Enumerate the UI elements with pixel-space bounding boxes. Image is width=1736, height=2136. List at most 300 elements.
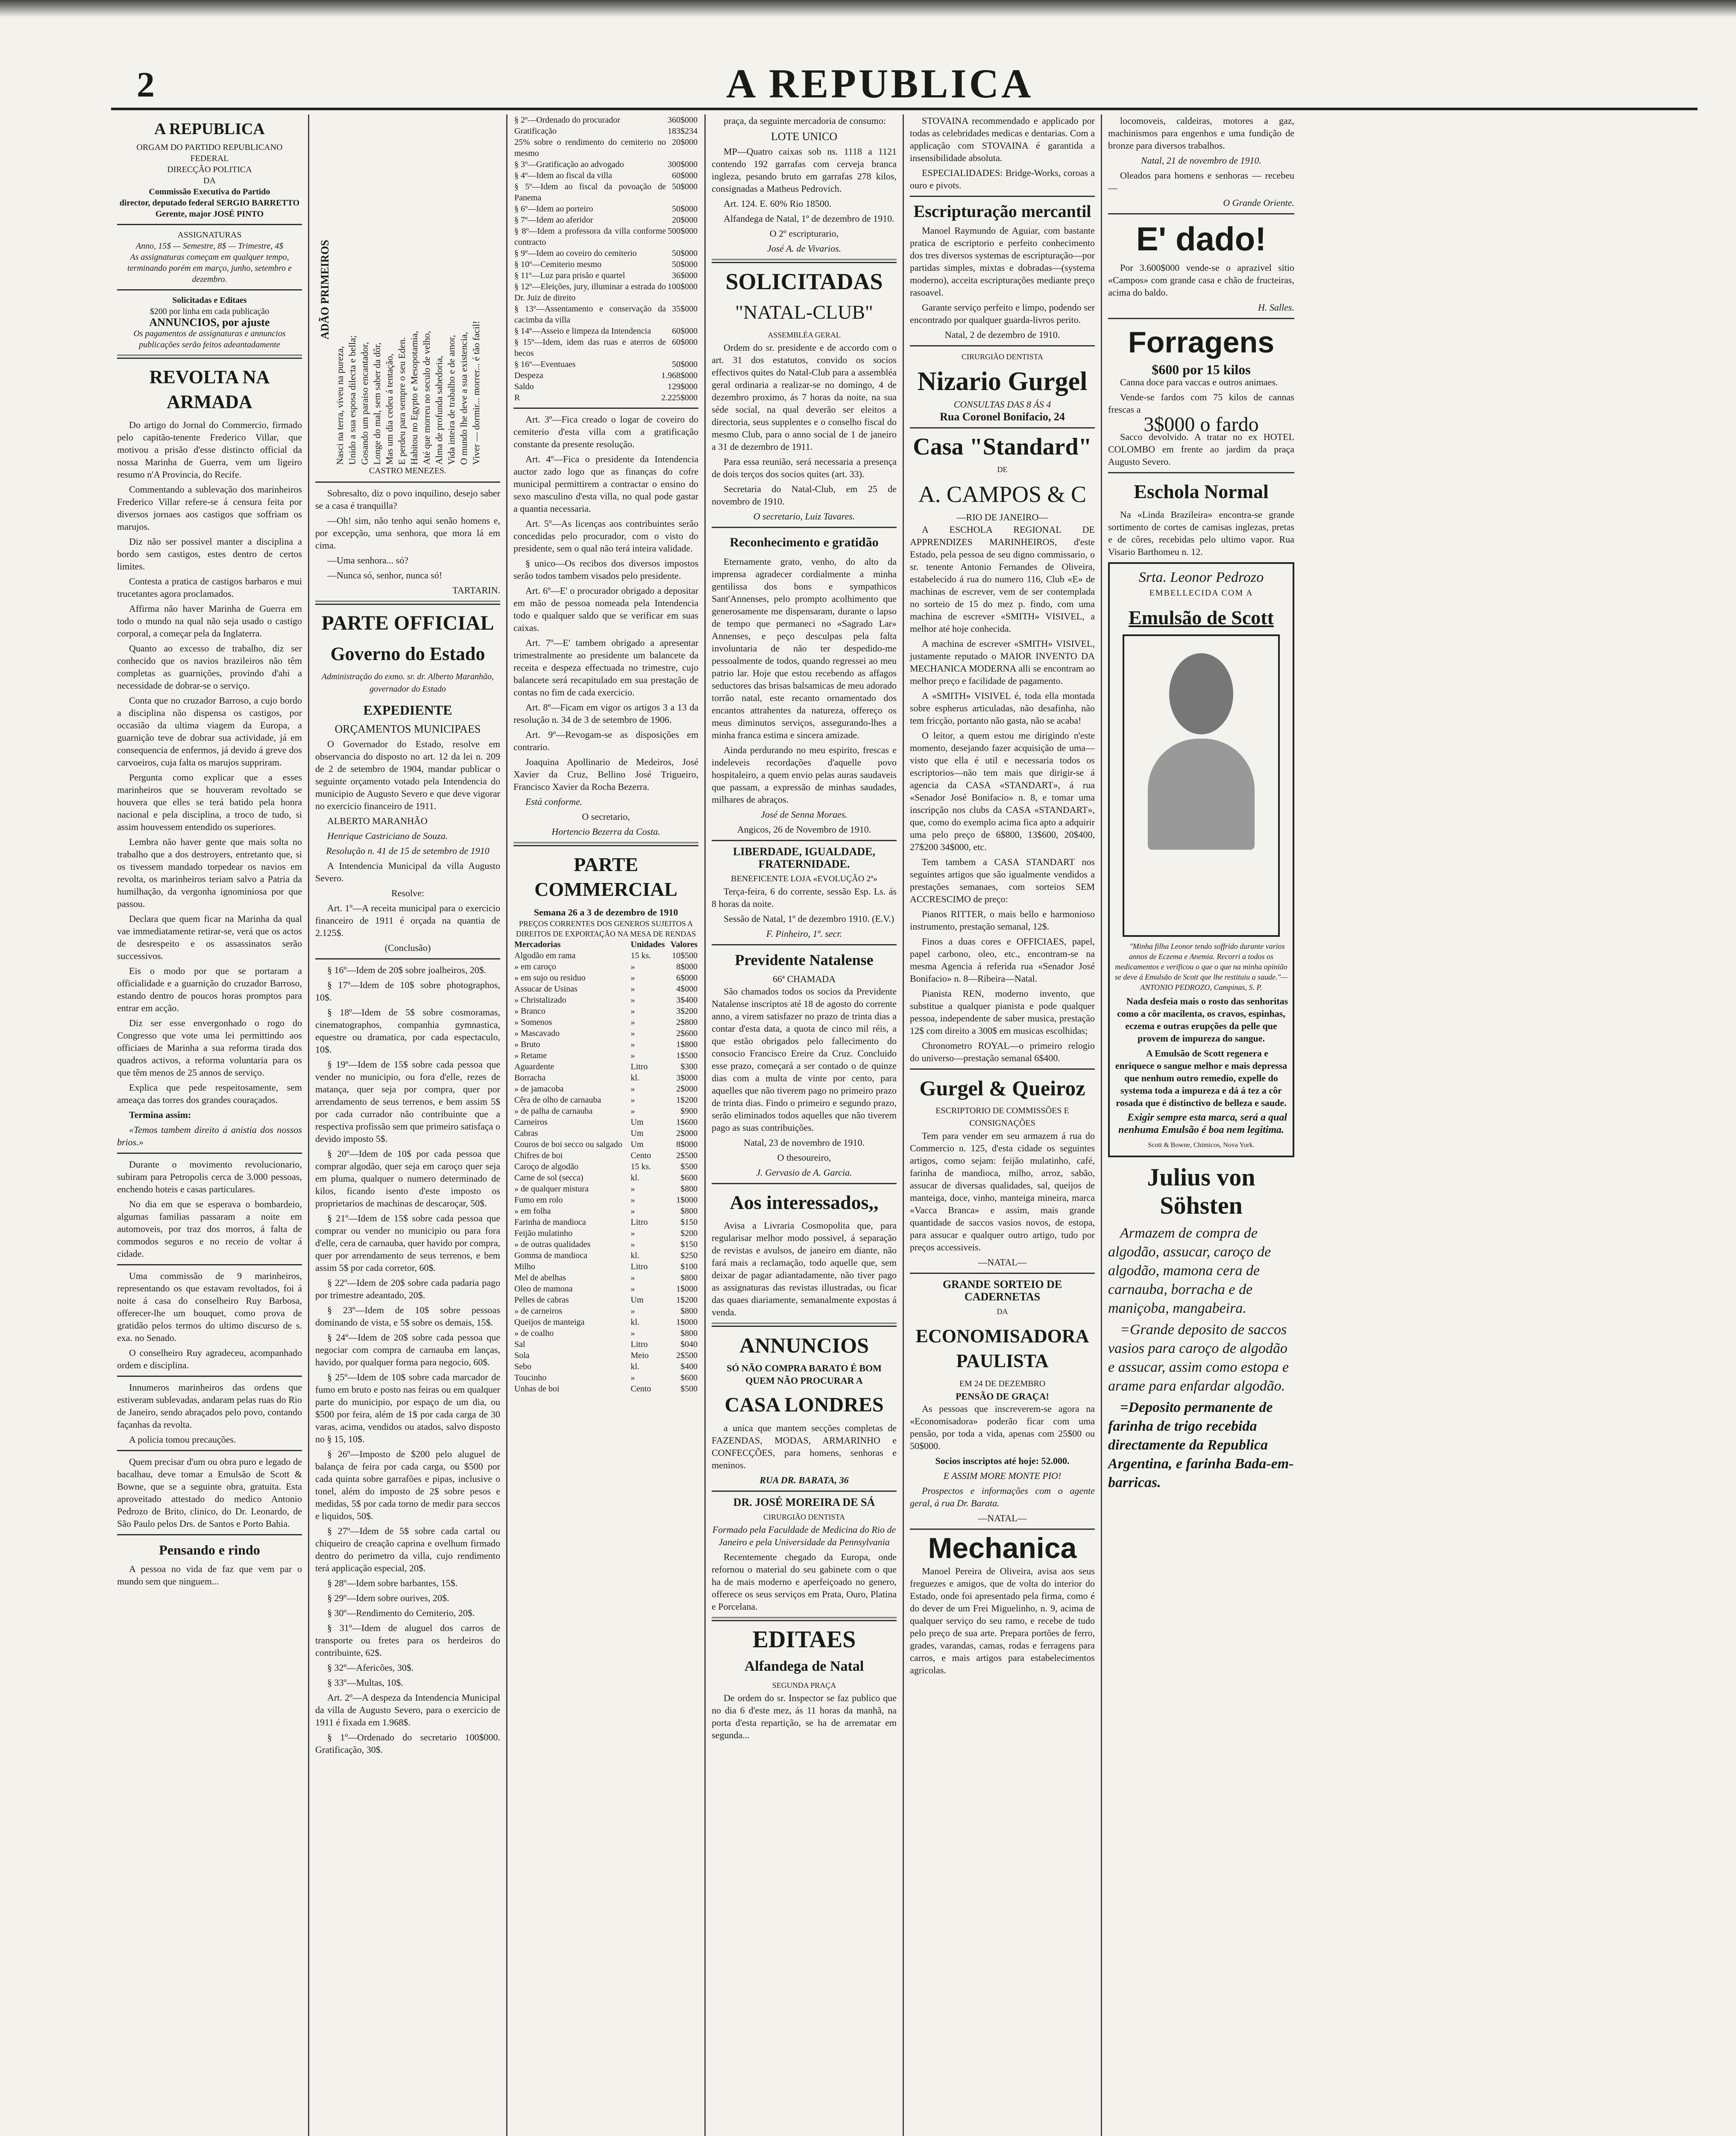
price-item: Oleo de mamona <box>514 1284 573 1294</box>
price-unit: kl. <box>630 1362 639 1371</box>
price-item: Pelles de cabras <box>514 1295 569 1305</box>
price-unit: » <box>630 1329 635 1338</box>
column-2 <box>309 114 507 2136</box>
scan-edge <box>0 0 1736 17</box>
divider <box>315 958 500 959</box>
price-value: 8$000 <box>676 962 698 971</box>
divider <box>910 1529 1095 1530</box>
divider <box>117 289 302 290</box>
rotated-poem-block <box>315 114 500 465</box>
despeza-totals <box>513 370 698 403</box>
price-unit: » <box>630 984 635 994</box>
despeza-value: 50$000 <box>672 182 698 191</box>
despeza-row <box>513 359 698 370</box>
price-unit: kl. <box>630 1173 639 1182</box>
price-row <box>513 1228 698 1239</box>
despeza-label: § 10º—Cemiterio mesmo <box>514 260 601 269</box>
price-row <box>513 1261 698 1272</box>
chamada-line: 66ª CHAMADA <box>772 974 836 984</box>
julius-heading: Julius von Söhsten <box>1147 1163 1255 1219</box>
despeza-label: Gratificação <box>514 126 557 136</box>
price-unit: » <box>630 973 635 983</box>
price-item: » de coalho <box>514 1329 554 1338</box>
divider <box>910 427 1095 428</box>
paragraph: Sessão de Natal, 1º de dezembro 1910. (E.V.) <box>724 913 894 924</box>
price-item: » Somenos <box>514 1018 552 1027</box>
divider <box>712 840 897 841</box>
paragraph: Oleados para homens e senhoras — recebeu— <box>1108 170 1294 193</box>
signature: O secretario, Luiz Tavares. <box>753 511 855 522</box>
despeza-value: 35$000 <box>672 304 698 314</box>
londres-address: RUA DR. BARATA, 36 <box>760 1475 849 1485</box>
paragraph: Armazem de compra de algodão, assucar, caroço de algodão, mamona cera de carnauba, borracha e de maniçoba, mangabeira. <box>1108 1225 1271 1316</box>
price-item: Sebo <box>514 1362 531 1371</box>
poem-line: Longe do mal, sem saber da dôr, <box>372 342 382 465</box>
divider <box>910 1273 1095 1274</box>
paragraph: Tem para vender em seu armazem á rua do Commercio n. 125, d'esta cidade os seguintes artigos, como sejam: feijão mulatinho, café, farinha de mandioca, milho, arroz, sabão, assucar de diversas qualidades, sal, queijos de manteiga, doce, vinho, manteiga mineira, marca «Vacca Branca» e assim, mais grande quantidade de saccos vasios novos, de estopa, para assucar e qualquer outro artigo, tudo por preços accessiveis. <box>910 1130 1095 1253</box>
paragraph: Resolve: <box>391 888 424 898</box>
poem-line: Unido a sua esposa dilecta e bella; <box>347 335 358 465</box>
price-row <box>513 1239 698 1250</box>
divider <box>712 944 897 945</box>
paragraph: Termina assim: <box>129 1109 191 1120</box>
divider <box>910 345 1095 346</box>
paragraph: Para essa reunião, será necessaria a presença de dois terços dos socios quites (art. 33). <box>712 456 897 479</box>
price-row <box>513 1172 698 1183</box>
price-unit: » <box>630 1240 635 1249</box>
divider <box>117 224 302 225</box>
price-row <box>513 1150 698 1161</box>
signature: Hortencio Bezerra da Costa. <box>551 826 660 837</box>
despeza-label: § 16º—Eventuaes <box>514 360 576 369</box>
paragraph: O conselheiro Ruy agradeceu, acompanhado ordem e disciplina. <box>117 1347 302 1370</box>
poem-line: Nasci na terra, viveu na pureza, <box>334 346 345 465</box>
signature: H. Salles. <box>1258 302 1294 313</box>
price-item: » em sujo ou residuo <box>514 973 586 983</box>
previdente-heading: Previdente Natalense <box>735 951 874 968</box>
paragraph: Ordem do sr. presidente e de accordo com o art. 31 dos estatutos, convido os socios effectivos quites do Natal-Club para a assembléa geral ordinaria a realizar-se no domingo, 4 de dezembro proximo, ás 7 horas da noite, na sua séde social, na qual deverão ser eleitos a directoria, seus supplentes e o conselho fiscal do mesmo Club, para o anno social de 1 de janeiro a 31 de dezembro de 1911. <box>712 342 897 452</box>
price-value: $800 <box>680 1206 698 1216</box>
despeza-value: 50$000 <box>672 260 698 269</box>
paragraph: O leitor, a quem estou me dirigindo n'este momento, desejando fazer acquisição de uma—visto que ella é util e necessaria todos os escriptorios—não tem mais que dirigir-se á agencia da CASA «STANDART», á rua «Senador José Bonifacio» n. 8, e tomar uma inscripção nos clubs da CASA «STANDART», que, como do exemplo acima fica apto a adquirir uma pelo preço de 6$800, 13$600, 20$400, 27$200 34$000, etc. <box>910 730 1095 852</box>
paragraph: Art. 8º—Ficam em vigor os artigos 3 a 13 da resolução n. 34 de 3 de setembro de 1906. <box>513 702 698 725</box>
price-unit: » <box>630 1084 635 1094</box>
price-value: 2$800 <box>676 1018 698 1027</box>
price-value: 1$000 <box>676 1195 698 1205</box>
campos-heading: A. CAMPOS & C <box>918 481 1087 507</box>
price-value: 1$800 <box>676 1040 698 1049</box>
divider <box>712 1617 897 1621</box>
price-unit: kl. <box>630 1317 639 1327</box>
price-item: Toucinho <box>514 1373 547 1382</box>
embellecida-line: EMBELLECIDA COM A <box>1149 588 1253 598</box>
paragraph: A pessoa no vida de faz que vem par o mundo sem que ninguem... <box>117 1564 302 1587</box>
paragraph: A «SMITH» VISIVEL é, toda ella montada sobre espherus articuladas, não desafinha, não tem fricção, portanto não gasta, não se acaba! <box>910 690 1095 726</box>
forragens-price: $600 por 15 kilos <box>1152 362 1251 377</box>
masthead-line: DA <box>203 176 216 185</box>
paragraph: O Governador do Estado, resolve em observancia do disposto no art. 12 da lei n. 209 de 2 de setembro de 1904, mandar publicar o seguinte orçamento votado pela Intendencia do municipio de Augusto Severo e que deve vigorar no exercicio financeiro de 1911. <box>315 739 500 811</box>
paragraph: Diz não ser possivel manter a disciplina a bordo sem castigos, estes dentro de certos limites. <box>117 536 302 572</box>
price-unit: kl. <box>630 1073 639 1083</box>
despeza-label: § 14º—Asseio e limpeza da Intendencia <box>514 326 651 336</box>
price-item: » Branco <box>514 1006 545 1016</box>
price-value: $500 <box>680 1384 698 1394</box>
price-item: Cêra de olho de carnauba <box>514 1095 601 1105</box>
price-unit: Um <box>630 1295 644 1305</box>
paragraph: Recentemente chegado da Europa, onde refornou o material do seu gabinete com o que ha de mais moderno e aperfeiçoado no genero, offerece os seus serviços em Prata, Ouro, Platina e Porcelana. <box>712 1552 897 1612</box>
price-unit: Meio <box>630 1351 649 1360</box>
paragraph: Lembra não haver gente que mais solta no trabalho que a dos destroyers, entretanto que, si os tivessem mandado torpedear os navios em revolta, os marinheiros teriam salvo a Patria da humilhação, da vergonha ignominiosa por que passou. <box>117 836 302 909</box>
paragraph: locomoveis, caldeiras, motores a gaz, machinismos para engenhos e uma fundição de bronze para diversos trabalhos. <box>1108 115 1294 151</box>
column-4 <box>706 114 904 2136</box>
divider <box>1108 472 1294 473</box>
budget-item: § 26º—Imposto de $200 pelo aluguel de balança de feira por cada carga, ou $500 por cada quinta sobre garrafões e pipas, inclusive o tonel, além do imposto de 2$ sobre pesos e medidas, 5$ por cada torno de medir para seccos e liquidos, 50$. <box>315 1449 500 1521</box>
paragraph: Art. 124. E. 60% Rio 18500. <box>724 198 832 209</box>
portrait-image <box>1123 634 1280 937</box>
budget-item: § 29º—Idem sobre ourives, 20$. <box>327 1593 449 1603</box>
despeza-value: 60$000 <box>672 337 698 347</box>
paragraph: Manoel Raymundo de Aguiar, com bastante pratica de escriptorio e perfeito conhecimento dos tres diversos systemas de escripturação—por partidas simples, mixtas e dobradas—(systema moderno), acceita escripturações mediante preço rasoavel. <box>910 225 1095 298</box>
despeza-value: 500$000 <box>668 226 698 236</box>
despeza-label: § 9º—Idem ao coveiro do cemiterio <box>514 249 637 258</box>
price-unit: » <box>630 1273 635 1282</box>
paragraph: O secretario, <box>582 811 630 822</box>
price-item: » Bruto <box>514 1040 540 1049</box>
despeza-row <box>513 226 698 248</box>
price-item: Fumo em rolo <box>514 1195 563 1205</box>
price-value: 2$500 <box>676 1351 698 1360</box>
divider <box>712 1491 897 1492</box>
paragraph: Art. 5º—As licenças aos contribuintes serão concedidas pelo procurador, com o visto do presidente, sem o qual não terá inteira validade. <box>513 518 698 554</box>
revolta-heading: REVOLTA NA ARMADA <box>149 367 270 412</box>
orcamentos-heading: ORÇAMENTOS MUNICIPAES <box>334 723 481 735</box>
escola-heading: Eschola Normal <box>1134 481 1269 502</box>
divider <box>117 355 302 359</box>
poem-line: Gosando um paraiso encantador, <box>359 342 370 465</box>
price-row <box>513 1072 698 1083</box>
rua-line: Rua Coronel Bonifacio, 24 <box>940 411 1065 423</box>
signature: F. Pinheiro, 1º. secr. <box>766 928 842 939</box>
pensao-line: PENSÃO DE GRAÇA! <box>956 1391 1049 1402</box>
paragraph: De ordem do sr. Inspector se faz publico que no dia 6 d'este mez, ás 11 horas da manhã, na porta d'esta repartição, se ha de arrematar em segunda... <box>712 1693 897 1740</box>
paragraph: Sacco devolvido. A tratar no ex HOTEL COLOMBO em frente ao jardim da praça Augusto Severo. <box>1108 431 1294 467</box>
signature: TARTARIN. <box>452 585 500 596</box>
paragraph: Angicos, 26 de Novembro de 1910. <box>737 824 871 835</box>
price-item: » de palha de carnauba <box>514 1106 593 1116</box>
governo-heading: Governo do Estado <box>330 643 485 664</box>
price-item: Cabras <box>514 1129 538 1138</box>
casa-londres-heading: CASA LONDRES <box>724 1394 884 1416</box>
poem-title: ADÃO PRIMEIROS <box>319 240 331 340</box>
escripturacao-heading: Escripturação mercantil <box>913 202 1091 221</box>
annuncios-note: Os pagamentos de assignaturas e annuncios publicações serão feitos adeantadamente <box>133 329 286 349</box>
signature: ALBERTO MARANHÃO <box>327 816 428 826</box>
budget-item: § 16º—Idem de 20$ sobre joalheiros, 20$. <box>327 965 487 975</box>
paragraph: Conta que no cruzador Barroso, a cujo bordo a disciplina não dispensa os castigos, por occasião da ultima viagem da Europa, a guarnição teve de dobrar sua actividade, já em consequencia de enfermos, já devido á greve dos carvoeiros, cuja falta os marujos suppriram. <box>117 695 302 768</box>
paragraph: Quem precisar d'um ou obra puro e legado de bacalhau, deve tomar a Emulsão de Scott & Bowne, que se a seguinte obra, gratuita. Esta aproveitado attestado do medico Antonio Pedrozo de Brito, clinico, do Dr. Leonardo, de São Paulo pelos Drs. de Santos e Porto Bahia. <box>117 1456 302 1529</box>
solicitadas-heading: Solicitadas e Editaes <box>172 296 247 305</box>
price-row <box>513 1128 698 1139</box>
price-table <box>513 939 698 1394</box>
price-row <box>513 1194 698 1206</box>
price-unit: 15 ks. <box>630 951 651 960</box>
paragraph: Diz ser esse envergonhado o rogo do Congresso que vote uma lei permittindo aos officiaes de Marinha a sua reforma tirada dos quadros activos, a reforma voluntaria para os que têm menos de 25 annos de serviço. <box>117 1018 302 1078</box>
poem-line: Viver — dormir... morrer... é tão facil! <box>471 320 481 465</box>
price-unit: Cento <box>630 1151 651 1160</box>
paragraph: Ainda perdurando no meu espirito, frescas e indeleveis recordações d'aquelle povo hospitaleiro, a quem envio pelas auras saudaveis que passam, a expressão de minhas saudades, milhares de abraços. <box>712 745 897 805</box>
annuncios-heading: ANNUNCIOS <box>739 1333 869 1357</box>
paragraph: praça, da seguinte mercadoria de consumo: <box>724 115 886 126</box>
price-unit: » <box>630 1373 635 1382</box>
pensando-heading: Pensando e rindo <box>159 1542 260 1558</box>
rotated-poem <box>315 114 482 465</box>
budget-item: § 17º—Idem de 10$ sobre photographos, 10$. <box>315 980 500 1003</box>
budget-item: § 21º—Idem de 15$ sobre cada pessoa que comprar ou vender no municipio ou para fora d'elle, cera de carnauba, quer havido por compra, quer por arrendamento de seus terrenos, e bem assim 5$ por cada corretor, 60$. <box>315 1213 500 1273</box>
price-item: Caroço de algodão <box>514 1162 578 1171</box>
price-row <box>513 1383 698 1394</box>
paragraph: Está conforme. <box>525 796 583 807</box>
paragraph: Por 3.600$000 vende-se o aprazivel sitio «Campos» com grande casa e chão de fructeiras, acima do baldo. <box>1108 262 1294 298</box>
paragraph: E ASSIM MORE MONTE PIO! <box>943 1470 1062 1481</box>
despeza-label: § 11º—Luz para prisão e quartel <box>514 271 625 280</box>
scott-line: Scott & Bowne, Chimicos, Nova York. <box>1148 1141 1255 1149</box>
natal-club-heading: "NATAL-CLUB" <box>735 301 873 323</box>
despeza-label: § 6º—Idem ao porteiro <box>514 204 593 214</box>
price-unit: Litro <box>630 1340 648 1349</box>
price-row <box>513 1328 698 1339</box>
column-header: Mercadorias <box>514 940 561 949</box>
consultas-line: CONSULTAS DAS 8 ÁS 4 <box>953 399 1051 410</box>
paragraph: MP—Quatro caixas sob ns. 1118 a 1121 contendo 192 garrafas com cerveja branca ingleza, pesando bruto em garrafas 278 kilos, consignadas a Matheus Pedrovich. <box>712 146 897 194</box>
column-1 <box>111 114 309 2136</box>
price-value: 1$200 <box>676 1095 698 1105</box>
paragraph: Art. 9º—Revogam-se as disposições em contrario. <box>513 729 698 752</box>
expediente-heading: EXPEDIENTE <box>363 702 452 718</box>
price-item: Aguardente <box>514 1062 554 1071</box>
price-unit: » <box>630 1051 635 1060</box>
despeza-value: 60$000 <box>672 326 698 336</box>
assembleia-line: ASSEMBLÉA GERAL <box>768 331 841 339</box>
price-value: 3$400 <box>676 995 698 1005</box>
price-row <box>513 1050 698 1061</box>
paragraph: São chamados todos os socios da Previdente Natalense inscriptos até 18 de agosto do corrente anno, a virem satisfazer no prazo de trinta dias a contar d'esta data, a quota de cinco mil réis, a que estão obrigados pelo fallecimento do consocio Francisco Ereire da Cruz. Concluido esse prazo, começará a ser contado o de quinze dias com a multa de vinte por cento, para aquelles que não tiverem pago no primeiro prazo de trinta dias. Findo o primeiro e segundo prazo, serão eliminados todos aquelles que não tiverem pago as suas contribuições. <box>712 986 897 1133</box>
price-value: $100 <box>680 1262 698 1271</box>
divider <box>712 1183 897 1184</box>
divider <box>910 1068 1095 1070</box>
forragens-heading: Forragens <box>1128 326 1275 359</box>
price-unit: » <box>630 1106 635 1116</box>
gurgel-sub: ESCRIPTORIO DE COMMISSÕES E CONSIGNAÇÕES <box>935 1106 1069 1128</box>
despeza-value: 360$000 <box>668 115 698 125</box>
divider <box>513 842 698 846</box>
paragraph: =Grande deposito de saccos vasios para caroço de algodão e assucar, assim como estopa e arame para enfardar algodão. <box>1108 1322 1289 1394</box>
emulsao-ad <box>1108 562 1294 1157</box>
despeza-value: 50$000 <box>672 360 698 369</box>
price-row <box>513 1106 698 1117</box>
grande-heading: GRANDE SORTEIO DE CADERNETAS <box>942 1278 1062 1303</box>
despeza-row <box>513 137 698 159</box>
price-unit: kl. <box>630 1251 639 1260</box>
budget-item: § 24º—Idem de 20$ sobre cada pessoa que negociar com compra de carnauba em lanças, havido, por qualquer forma para negocio, 60$. <box>315 1332 500 1367</box>
paragraph: Pergunta como explicar que a esses marinheiros que se houveram revoltado se houvera que elles se terá batido pela honra nacional e pela disciplina, a troco de tudo, si assim houvessem entendido os superiores. <box>117 772 302 832</box>
despeza-row <box>513 248 698 259</box>
budget-item: § 27º—Idem de 5$ sobre cada cartal ou chiqueiro de creação caprina e ovelhum firmado dentro do perimetro da villa, cujo rendimento terá applicação especial, 20$. <box>315 1526 500 1573</box>
masthead-line: director, deputado federal SERGIO BARRETTO <box>119 198 300 208</box>
masthead-line: Commissão Executiva do Partido <box>149 187 270 197</box>
paragraph: Joaquina Apollinario de Medeiros, José Xavier da Cruz, Bellino José Trigueiro, Francisco Xavier da Rocha Bezerra. <box>513 757 698 792</box>
price-value: $200 <box>680 1229 698 1238</box>
price-value: $800 <box>680 1273 698 1282</box>
paragraph: § unico—Os recibos dos diversos impostos serão todos tambem visados pelo presidente. <box>513 558 698 581</box>
price-row <box>513 1317 698 1328</box>
paragraph: Affirma não haver Marinha de Guerra em todo o mundo na qual não seja usado o castigo corporal, a começar pela da Inglaterra. <box>117 603 302 639</box>
despeza-value: 50$000 <box>672 249 698 258</box>
price-item: » de jamacoba <box>514 1084 564 1094</box>
price-unit: Cento <box>630 1384 651 1394</box>
despeza-row <box>513 203 698 214</box>
administracao-line: Administração do exmo. sr. dr. Alberto Maranhão, governador do Estado <box>322 672 494 694</box>
price-unit: » <box>630 1095 635 1105</box>
poem-line: Até que morreu no seculo de velho, <box>421 331 432 465</box>
despeza-row <box>513 259 698 270</box>
price-value: 2$000 <box>676 1084 698 1094</box>
total-value: 1.968$000 <box>661 371 698 380</box>
divider <box>1108 318 1294 319</box>
parte-commercial-heading: PARTE COMMERCIAL <box>534 854 677 900</box>
paragraph: Durante o movimento revolucionario, subiram para Petropolis cerca de 3.000 pessoas, enchendo hoteis e casas particulares. <box>117 1159 302 1194</box>
price-value: 2$500 <box>676 1151 698 1160</box>
divider <box>315 601 500 605</box>
price-value: 1$500 <box>676 1051 698 1060</box>
paragraph: Do artigo do Jornal do Commercio, firmado pelo capitão-tenente Frederico Villar, que motivou a prisão d'esse distincto official da nossa Marinha de Guerra, vem um ligeiro resumo n'A Provincia, do Recife. <box>117 420 302 480</box>
price-value: $150 <box>680 1218 698 1227</box>
price-item: » em folha <box>514 1206 551 1216</box>
cirurgiao-line: CIRURGIÃO DENTISTA <box>961 352 1044 361</box>
dentista-role: CIRURGIÃO DENTISTA <box>763 1513 845 1521</box>
paragraph: Manoel Pereira de Oliveira, avisa aos seus freguezes e amigos, que de volta do interior do Estado, onde foi apresentado pela firma, como é do dever de um Frei Miguelinho, n. 9, acima de qualquer serviço do seu ramo, e recebe de tudo pelo preço de sua arte. Prepara portões de ferro, grades, varandas, camas, rodas e ferragens para carros, e mais artigos para estabelecimentos agricolas. <box>910 1566 1095 1675</box>
paragraph: Art. 7º—E' tambem obrigado a apresentar trimestralmente ao presidente um balancete da receita e despeza effectuada no trimestre, cujo balancete será recapitulado em sua prestação de contas no fim de cada exercicio. <box>513 637 698 698</box>
despeza-value: 100$000 <box>668 282 698 291</box>
price-value: 3$200 <box>676 1006 698 1016</box>
despeza-row <box>513 214 698 226</box>
column-5 <box>904 114 1102 2136</box>
signature: José de Senna Moraes. <box>761 809 847 820</box>
price-item: Sola <box>514 1351 530 1360</box>
despeza-label: § 7º—Idem ao aferidor <box>514 215 593 225</box>
price-item: Chifres de boi <box>514 1151 563 1160</box>
paragraph: A Emulsão de Scott regenera e enriquece o sangue melhor e mais depressa que nenhum outro remedio, expelle do systema toda a impureza e dá á tez a côr rosada que é distinctivo de belleza e saude. <box>1115 1048 1287 1108</box>
price-item: » Christalizado <box>514 995 566 1005</box>
poem-line: Habitou no Egypto e Mesopotamia, <box>409 331 419 465</box>
column-header: Unidades <box>630 940 665 949</box>
paragraph: Terça-feira, 6 do corrente, sessão Esp. Ls. ás 8 horas da noite. <box>712 886 897 909</box>
price-value: $040 <box>680 1340 698 1349</box>
price-item: Couros de boi secco ou salgado <box>514 1140 622 1149</box>
price-value: 8$000 <box>676 1140 698 1149</box>
price-unit: » <box>630 1195 635 1205</box>
price-unit: » <box>630 1184 635 1194</box>
top-rule <box>111 108 1698 110</box>
price-row <box>513 1094 698 1106</box>
price-row <box>513 1183 698 1194</box>
paragraph: Natal, 2 de dezembro de 1910. <box>944 329 1060 340</box>
paragraph: Garante serviço perfeito e limpo, podendo ser encontrado por qualquer guarda-livros perito. <box>910 302 1095 325</box>
despeza-value: 20$000 <box>672 215 698 225</box>
poem-line: Alma de profunda sabedoria, <box>434 355 444 465</box>
price-unit: Litro <box>630 1218 648 1227</box>
price-value: $400 <box>680 1362 698 1371</box>
newspaper-columns <box>111 114 1698 2136</box>
poem-signature: CASTRO MENEZES. <box>369 466 447 475</box>
price-row <box>513 1061 698 1072</box>
despeza-row <box>513 281 698 303</box>
price-row <box>513 1039 698 1050</box>
price-row <box>513 972 698 983</box>
price-row <box>513 1294 698 1306</box>
natal-tag: —NATAL— <box>978 1257 1027 1268</box>
solicitadas-heading: SOLICITADAS <box>725 269 883 294</box>
paragraph: No dia em que se esperava o bombardeio, algumas familias passaram a noite em automoveis, por traz dos morros, á falta de commodos seguros e no receio de voltar á cidade. <box>117 1199 302 1259</box>
signature: José A. de Vivarios. <box>767 243 842 254</box>
paragraph: As pessoas que inscreverem-se agora na «Economisadora» poderão ficar com uma pensão, por toda a vida, apenas com 25$00 ou 50$000. <box>910 1403 1095 1451</box>
price-row <box>513 1006 698 1017</box>
budget-item: § 23º—Idem de 10$ sobre pessoas dominando de vista, e 5$ sobre os demais, 15$. <box>315 1305 500 1328</box>
paragraph: Avisa a Livraria Cosmopolita que, para regularisar melhor modo possivel, á separação de revistas e avulsos, de janeiro em diante, não fará mais a reclamação, todo aquelle que, sem deixar de pagar adiantadamente, não tiver pago as assignaturas das revistas illustradas, ou ficar das quaes diariamente, semanalmente expostas á venda. <box>712 1220 897 1317</box>
despeza-label: § 15º—Idem, idem das ruas e aterros de becos <box>514 337 666 358</box>
divider <box>117 1534 302 1535</box>
price-item: Assucar de Usinas <box>514 984 578 994</box>
price-unit: » <box>630 1306 635 1316</box>
price-row <box>513 1361 698 1372</box>
budget-item: § 25º—Idem de 10$ sobre cada marcador de fumo em bruto e posto nas feiras ou em qualquer parte do municipio, por espaço de um dia, ou $500 por feira, além de 1$ por cada carga de 30 varas, acima, vendidos ou atados, salvo disposto no § 15, 10$. <box>315 1372 500 1444</box>
paragraph: Alfandega de Natal, 1º de dezembro de 1910. <box>724 213 894 224</box>
price-unit: Litro <box>630 1062 648 1071</box>
resolucao-title: Resolução n. 41 de 15 de setembro de 1910 <box>326 845 490 856</box>
signature: Henrique Castriciano de Souza. <box>327 830 448 841</box>
price-value: 6$000 <box>676 973 698 983</box>
price-value: $250 <box>680 1251 698 1260</box>
price-row <box>513 1028 698 1039</box>
divider <box>1108 213 1294 214</box>
price-row <box>513 1250 698 1261</box>
paragraph: —Oh! sim, não tenho aqui senão homens e, por excepção, uma senhora, que mora lá em cima. <box>315 515 500 551</box>
divider <box>712 527 897 528</box>
paragraph: Art. 1º—A receita municipal para o exercicio financeiro de 1911 é orçada na quantia de 2.125$. <box>315 903 500 938</box>
signature: O thesoureiro, <box>777 1152 831 1163</box>
paragraph: Finos a duas cores e OFFICIAES, papel, papel carbono, oleo, etc., encontram-se na mesma Agencia á referida rua «Senador José Bonifacio» n. 8—Ribeira—Natal. <box>910 936 1095 984</box>
price-item: Milho <box>514 1262 535 1271</box>
portrait-head <box>1169 653 1233 734</box>
assinaturas-heading: ASSIGNATURAS <box>177 230 242 240</box>
divider <box>315 481 500 483</box>
exigir-line: Exigir sempre esta marca, será a qual nenhuma Emulsão é boa nem legitima. <box>1118 1112 1287 1135</box>
price-value: $800 <box>680 1306 698 1316</box>
despeza-label: § 3º—Gratificação ao advogado <box>514 160 624 169</box>
paragraph: Pianista REN, moderno invento, que substitue a qualquer pianista e pode qualquer pessoa, independente de saber musica, prestação 12$ com direito a 300$ em musicas escolhidas; <box>910 988 1095 1036</box>
price-unit: » <box>630 1040 635 1049</box>
price-item: Farinha de mandioca <box>514 1218 586 1227</box>
paragraph: Formado pela Faculdade de Medicina do Rio de Janeiro e pela Universidade da Pennsylvania <box>712 1524 896 1547</box>
total-value: 2.225$000 <box>661 393 698 402</box>
price-item: Sal <box>514 1340 525 1349</box>
precos-line: PREÇOS CORRENTES DOS GENEROS SUJEITOS A DIREITOS DE EXPORTAÇÃO NA MESA DE RENDAS <box>516 919 696 938</box>
solicitadas-price: $200 por linha em cada publicação <box>150 307 270 316</box>
dentista-heading: DR. JOSÉ MOREIRA DE SÁ <box>733 1496 875 1508</box>
price-row <box>513 961 698 972</box>
budget-item: § 28º—Idem sobre barbantes, 15$. <box>327 1578 457 1588</box>
divider <box>117 1450 302 1451</box>
price-value: 10$500 <box>672 951 698 960</box>
